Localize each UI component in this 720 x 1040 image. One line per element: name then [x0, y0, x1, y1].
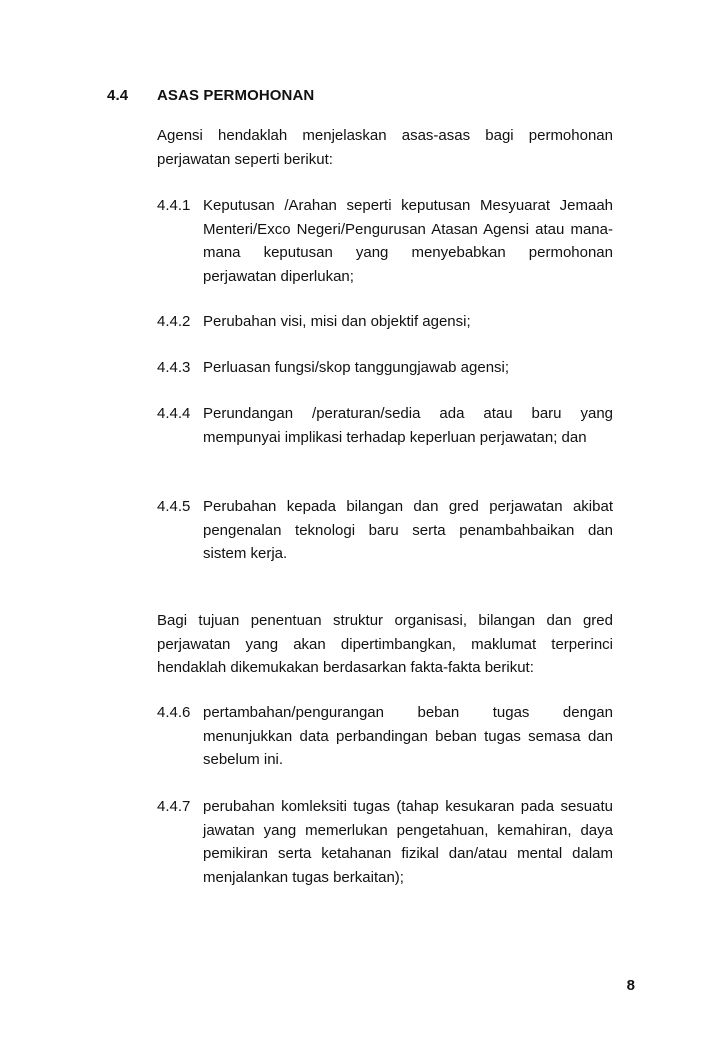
item-number: 4.4.4 — [157, 405, 191, 422]
item-text: Perubahan kepada bilangan dan gred perjawatan akibat pengenalan teknologi baru serta penambahbaikan dan sistem kerja. — [203, 498, 613, 562]
item-number: 4.4.2 — [157, 313, 191, 330]
item-number: 4.4.5 — [157, 498, 191, 515]
item-number: 4.4.7 — [157, 798, 191, 815]
list-item-4-4-6 — [157, 701, 613, 772]
item-number: 4.4.6 — [157, 704, 191, 721]
item-text: Perubahan visi, misi dan objektif agensi; — [203, 313, 471, 330]
item-text: Perluasan fungsi/skop tanggungjawab agensi; — [203, 359, 510, 376]
section-number: 4.4 — [107, 87, 129, 104]
list-item-4-4-3 — [157, 356, 613, 380]
list-item-4-4-2 — [157, 310, 613, 334]
item-number: 4.4.1 — [157, 197, 191, 214]
item-text: pertambahan/pengurangan beban tugas dengan menunjukkan data perbandingan beban tugas semasa dan sebelum ini. — [203, 704, 613, 768]
list-item-4-4-5 — [157, 495, 613, 566]
item-number: 4.4.3 — [157, 359, 191, 376]
list-item-4-4-7 — [157, 795, 613, 889]
item-text: perubahan komleksiti tugas (tahap kesukaran pada sesuatu jawatan yang memerlukan pengetahuan, kemahiran, daya pemikiran serta ketahanan fizikal dan/atau mental dalam menjalankan tugas berkaitan); — [203, 798, 613, 886]
section-title: ASAS PERMOHONAN — [157, 87, 315, 104]
page-number: 8 — [626, 977, 635, 994]
intro-paragraph: Agensi hendaklah menjelaskan asas-asas bagi permohonan perjawatan seperti berikut: — [157, 127, 613, 168]
list-item-4-4-1 — [157, 194, 613, 288]
item-text: Perundangan /peraturan/sedia ada atau baru yang mempunyai implikasi terhadap keperluan perjawatan; dan — [203, 405, 613, 446]
middle-paragraph: Bagi tujuan penentuan struktur organisasi, bilangan dan gred perjawatan yang akan dipertimbangkan, maklumat terperinci hendaklah dikemukakan berdasarkan fakta-fakta berikut: — [157, 612, 613, 676]
list-item-4-4-4 — [157, 402, 613, 449]
item-text: Keputusan /Arahan seperti keputusan Mesyuarat Jemaah Menteri/Exco Negeri/Pengurusan Atasan Agensi atau mana-mana keputusan yang menyebabkan permohonan perjawatan diperlukan; — [203, 197, 613, 285]
